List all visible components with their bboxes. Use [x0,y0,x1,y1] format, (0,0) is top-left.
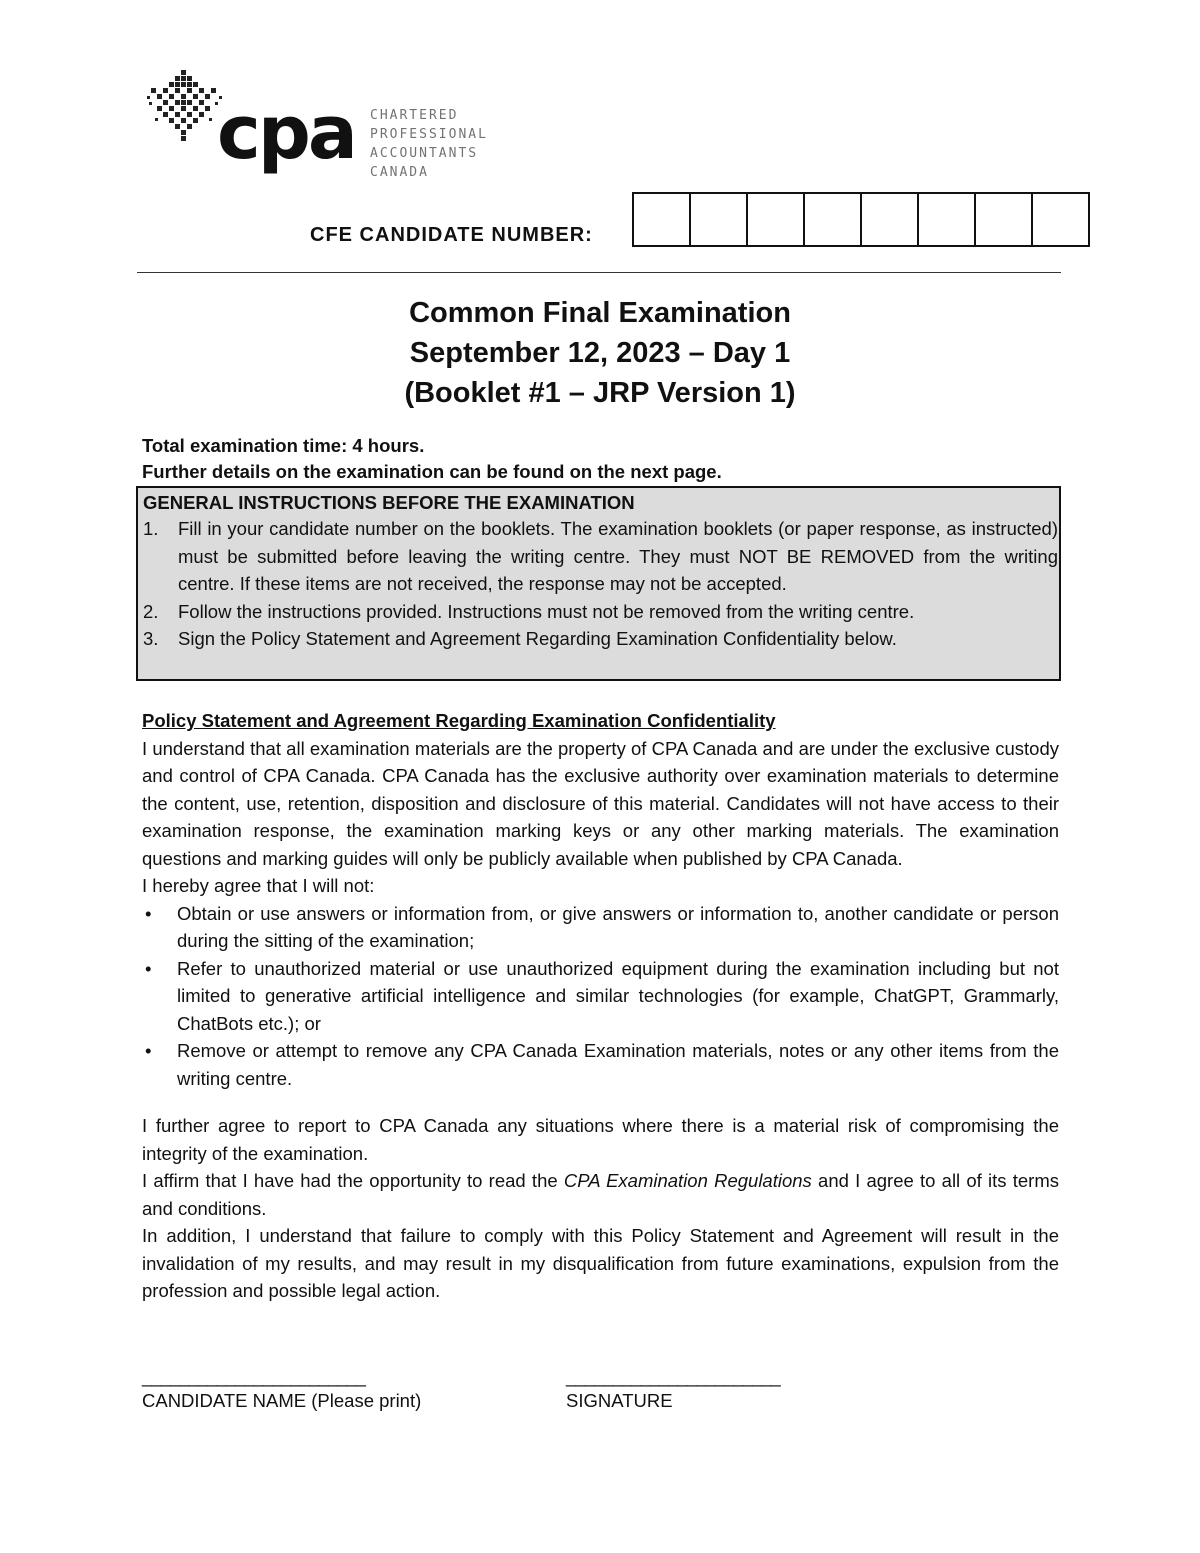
candidate-digit-box[interactable] [632,192,691,247]
candidate-digit-box[interactable] [917,192,976,247]
candidate-number-boxes [634,192,1090,247]
policy-section [142,707,1059,1305]
instruction-item: 1. Fill in your candidate number on the booklets. The examination booklets (or paper response, as instructed) must be submitted before leaving the writing centre. They must NOT BE REMOVED from the writing centre. If these items are not received, the response may not be accepted. [143,518,1058,594]
bullet-icon: • [145,1040,152,1061]
logo-org-name: CHARTERED PROFESSIONAL ACCOUNTANTS CANADA [370,108,488,180]
exam-time: Total examination time: 4 hours. [142,435,425,456]
agree-intro: I hereby agree that I will not: [142,875,375,896]
candidate-digit-box[interactable] [860,192,919,247]
general-instructions-box [136,486,1061,681]
signature-line[interactable]: _______________________ [566,1366,780,1387]
header-divider [137,272,1061,273]
candidate-digit-box[interactable] [803,192,862,247]
booklet-version: (Booklet #1 – JRP Version 1) [404,377,796,409]
exam-details-note: Further details on the examination can be found on the next page. [142,461,722,482]
bullet-icon: • [145,902,152,924]
report-paragraph: I further agree to report to CPA Canada any situations where there is a material risk of compromising the integrity of the examination. [142,1115,1059,1164]
candidate-name-label: CANDIDATE NAME (Please print) [142,1390,422,1411]
list-item: • Remove or attempt to remove any CPA Canada Examination materials, notes or any other items from the writing centre. [142,1037,1059,1092]
candidate-digit-box[interactable] [746,192,805,247]
candidate-number-label: CFE CANDIDATE NUMBER: [310,224,593,246]
consequences-paragraph: In addition, I understand that failure to comply with this Policy Statement and Agreement will result in the invalidation of my results, and may result in my disqualification from future examinations, expulsion from the profession and possible legal action. [142,1225,1059,1301]
logo-wordmark: cpa [217,90,355,176]
signature-label: SIGNATURE [566,1390,673,1411]
instructions-heading: GENERAL INSTRUCTIONS BEFORE THE EXAMINATION [143,492,635,513]
bullet-icon: • [145,957,152,979]
candidate-digit-box[interactable] [974,192,1033,247]
candidate-digit-box[interactable] [689,192,748,247]
exam-title: Common Final Examination [409,297,791,329]
list-item: • Obtain or use answers or information from, or give answers or information to, another candidate or person during the sitting of the examination; [142,900,1059,955]
policy-paragraph: I understand that all examination materials are the property of CPA Canada and are under the exclusive custody and control of CPA Canada. CPA Canada has the exclusive authority over examination materials to determine the content, use, retention, disposition and disclosure of this material. Candidates will not have access to their examination response, the examination marking keys or any other marking materials. The examination questions and marking guides will only be publicly available when published by CPA Canada. [142,737,1059,869]
candidate-digit-box[interactable] [1031,192,1090,247]
candidate-name-line[interactable]: ________________________ [142,1366,365,1387]
exam-date: September 12, 2023 – Day 1 [409,337,791,369]
instruction-item: 3. Sign the Policy Statement and Agreement Regarding Examination Confidentiality below. [143,628,897,649]
maple-leaf-icon [145,68,225,148]
policy-heading: Policy Statement and Agreement Regarding Examination Confidentiality [142,710,776,731]
cpa-logo [145,68,505,193]
list-item: • Refer to unauthorized material or use unauthorized equipment during the examination including but not limited to generative artificial intelligence and similar technologies (for example, ChatGPT, Grammarly, ChatBots etc.); or [142,955,1059,1038]
instruction-item: 2. Follow the instructions provided. Instructions must not be removed from the writing centre. [143,600,915,622]
affirm-paragraph: I affirm that I have had the opportunity to read the CPA Examination Regulations and I agree to all of its terms and conditions. [142,1170,1060,1219]
